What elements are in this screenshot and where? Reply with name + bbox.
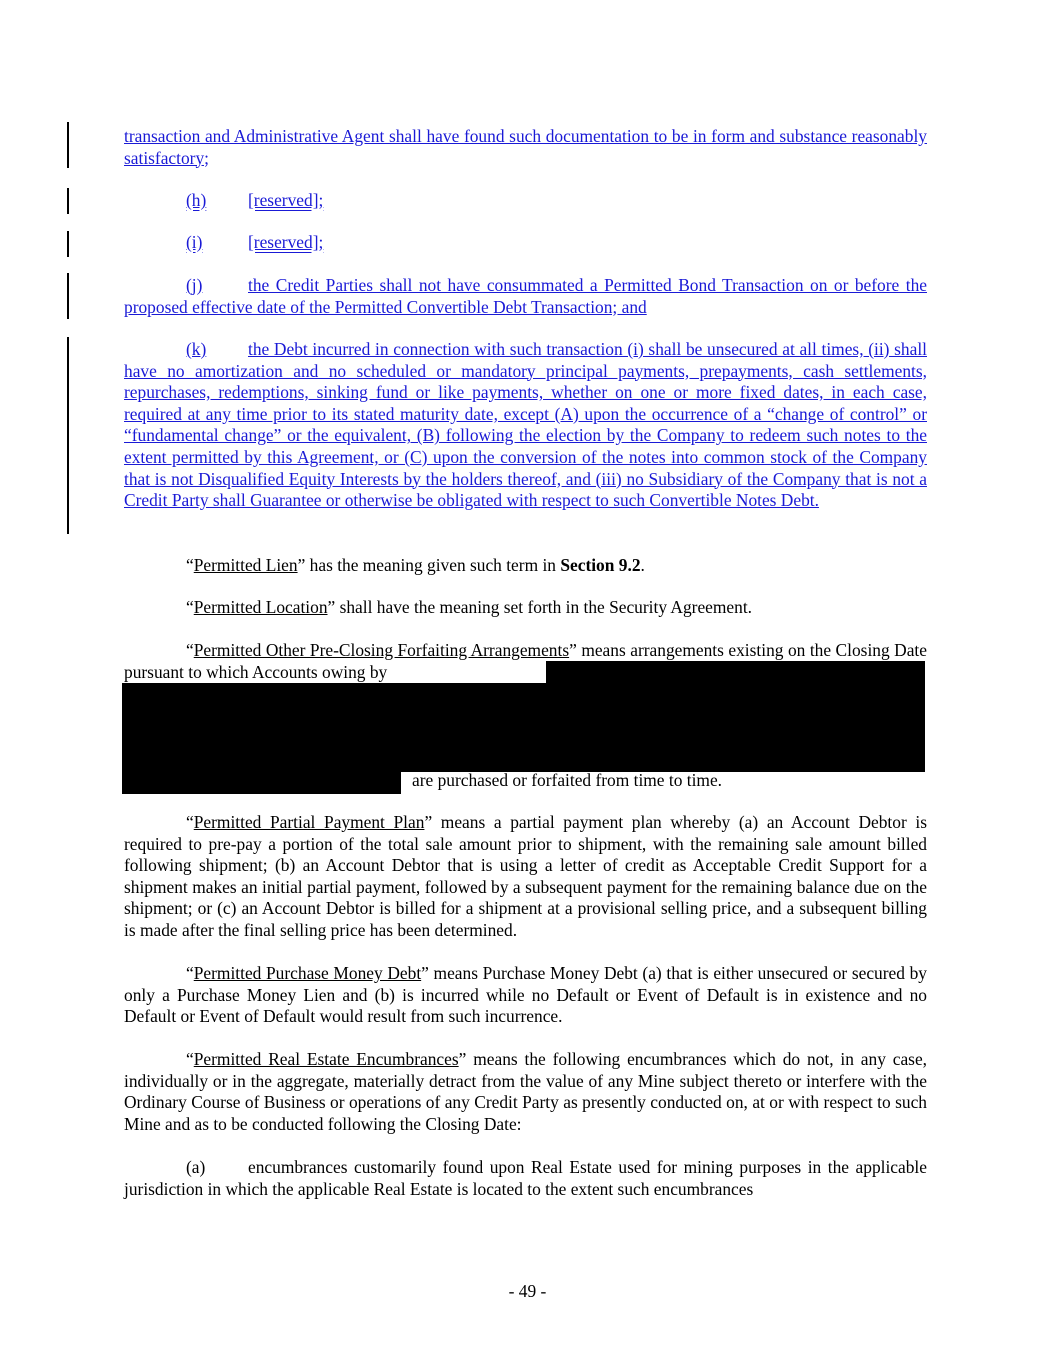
defined-term: Permitted Location (193, 597, 328, 617)
clause-j-text: the Credit Parties shall not have consummated a Permitted Bond Transaction on or before the proposed effective date of the Permitted Convertible Debt Transaction; and (124, 275, 927, 317)
clause-j (124, 275, 927, 318)
definition-real-estate-encumbrances: “Permitted Real Estate Encumbrances” means the following encumbrances which do not, in any case, individually or in the aggregate, materially detract from the value of any Mine subject thereto or interfere with the Ordinary Course of Business or operations of any Credit Party as presently conducted on, at or with respect to such Mine and as to be conducted following the Closing Date: (124, 1049, 928, 1134)
forfaiting-tail: are purchased or forfaited from time to time. (412, 770, 723, 790)
defined-term: Permitted Real Estate Encumbrances (193, 1049, 459, 1069)
defined-term: Permitted Purchase Money Debt (193, 963, 422, 983)
redaction-block (122, 683, 925, 772)
clause-k-text: the Debt incurred in connection with such transaction (i) shall be unsecured at all times, (ii) shall have no amortization and no scheduled or mandatory principal payments, prepayments, cash settlements, repurchases, redemptions, sinking fund or like payments, whether on one or more fixed dates, in each case, required at any time prior to its stated maturity date, except (A) upon the occurrence of a “change of control” or “fundamental change” or the equivalent, (B) following the election by the Company to redeem such notes to the extent permitted by this Agreement, or (C) upon the conversion of the notes into common stock of the Company that is not Disqualified Equity Interests by the holders thereof, and (iii) no Subsidiary of the Company that is not a Credit Party shall Guarantee or otherwise be obligated with respect to such Convertible Notes Debt. (124, 339, 927, 511)
change-bar (67, 337, 69, 534)
section-reference: Section 9.2 (560, 555, 641, 575)
definition-partial-payment-plan: “Permitted Partial Payment Plan” means a partial payment plan whereby (a) an Account Debtor is required to pre-pay a portion of the total sale amount prior to shipment, with the remaining sale amount billed following shipment; (b) an Account Debtor that is using a letter of credit as Acceptable Credit Support for a shipment makes an initial partial payment, followed by a subsequent payment for the remaining balance due on the shipment; or (c) an Account Debtor is billed for a shipment at a provisional selling price, and a subsequent billing is made after the final selling price has been determined. (124, 812, 927, 940)
clause-i-text: [reserved]; (248, 232, 324, 252)
defined-term: Permitted Lien (193, 555, 298, 575)
clause-h-label: (h) (186, 190, 207, 210)
definition-purchase-money-debt: “Permitted Purchase Money Debt” means Purchase Money Debt (a) that is either unsecured or secured by only a Purchase Money Lien and (b) is incurred while no Default or Event of Default is in existence and no Default or Event of Default would result from such incurrence. (124, 963, 927, 1027)
definition-permitted-location: “Permitted Location” shall have the meaning set forth in the Security Agreement. (186, 597, 753, 617)
inserted-paragraph-continuation: transaction and Administrative Agent shall have found such documentation to be in form and substance reasonably satisfactory; (124, 126, 927, 168)
clause-j-label: (j) (186, 275, 203, 295)
clause-h-text: [reserved]; (248, 190, 324, 210)
page-number: - 49 - (508, 1281, 547, 1301)
change-bar (67, 188, 69, 214)
clause-i (124, 232, 927, 254)
definition-permitted-lien: “Permitted Lien” has the meaning given such term in Section 9.2. (186, 555, 645, 575)
defined-term: Permitted Partial Payment Plan (193, 812, 425, 832)
definition-forfaiting: “Permitted Other Pre-Closing Forfaiting Arrangements” means arrangements existing on the Closing Date pursuant to which Accounts owing by (124, 640, 927, 682)
clause-a: (a) encumbrances customarily found upon Real Estate used for mining purposes in the applicable jurisdiction in which the applicable Real Estate is located to the extent such encumbrances (124, 1157, 927, 1199)
change-bar (67, 122, 69, 168)
redaction-block (122, 772, 401, 794)
change-bar (67, 231, 69, 257)
clause-i-label: (i) (186, 232, 203, 252)
change-bar (67, 273, 69, 319)
clause-a-label: (a) (186, 1157, 206, 1177)
clause-k (124, 339, 927, 512)
clause-k-label: (k) (186, 339, 207, 359)
clause-h (124, 190, 927, 212)
defined-term: Permitted Other Pre-Closing Forfaiting Arrangements (193, 640, 570, 660)
redaction-block (546, 661, 925, 683)
